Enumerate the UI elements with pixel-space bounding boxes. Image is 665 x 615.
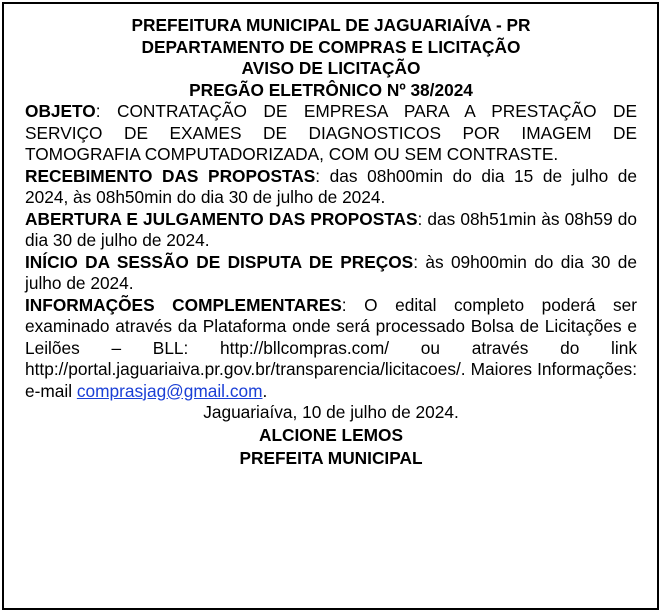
informacoes-text: : O edital completo poderá ser examinado através da Plataforma onde será processado Bolsa de Licitações e Leilões – BLL: http://bllcompras.com/ ou através do link http://portal.jaguariaiva.pr.gov.br/transparencia/licitacoes/. Maiores Informações: e-mail (25, 294, 638, 401)
header-prefeitura: PREFEITURA MUNICIPAL DE JAGUARIAÍVA - PR (131, 15, 531, 35)
licitacao-notice (2, 2, 659, 610)
signatory-role: PREFEITA MUNICIPAL (239, 447, 423, 468)
objeto-text: : CONTRATAÇÃO DE EMPRESA PARA A PRESTAÇÃO DE SERVIÇO DE EXAMES DE DIAGNOSTICOS POR IMAGEM DE TOMOGRAFIA COMPUTADORIZADA, COM OU SEM CONTRASTE. (25, 101, 637, 164)
inicio-label: INÍCIO DA SESSÃO DE DISPUTA DE PREÇOS (25, 251, 414, 272)
abertura-paragraph (25, 209, 637, 252)
inicio-paragraph (25, 252, 637, 295)
informacoes-end: . (262, 380, 268, 401)
header-aviso: AVISO DE LICITAÇÃO (241, 58, 421, 78)
informacoes-paragraph (25, 295, 637, 403)
abertura-label: ABERTURA E JULGAMENTO DAS PROPOSTAS (25, 208, 418, 229)
inicio-text: : às 09h00min do dia 30 de julho de 2024. (25, 251, 637, 293)
objeto-paragraph (25, 101, 637, 166)
notice-body (4, 4, 657, 470)
abertura-text: : das 08h51min às 08h59 do dia 30 de julho de 2024. (25, 208, 637, 250)
place-date: Jaguariaíva, 10 de julho de 2024. (203, 402, 459, 422)
email-link[interactable]: comprasjag@gmail.com (76, 380, 263, 401)
header-departamento: DEPARTAMENTO DE COMPRAS E LICITAÇÃO (141, 36, 521, 57)
header-pregao: PREGÃO ELETRÔNICO Nº 38/2024 (189, 79, 473, 100)
recebimento-label: RECEBIMENTO DAS PROPOSTAS (25, 165, 316, 186)
recebimento-text: : das 08h00min do dia 15 de julho de 2024, às 08h50min do dia 30 de julho de 2024. (25, 165, 637, 207)
signatory-name: ALCIONE LEMOS (258, 424, 403, 445)
objeto-label: OBJETO (25, 101, 96, 121)
informacoes-label: INFORMAÇÕES COMPLEMENTARES (25, 294, 342, 315)
recebimento-paragraph (25, 166, 637, 209)
